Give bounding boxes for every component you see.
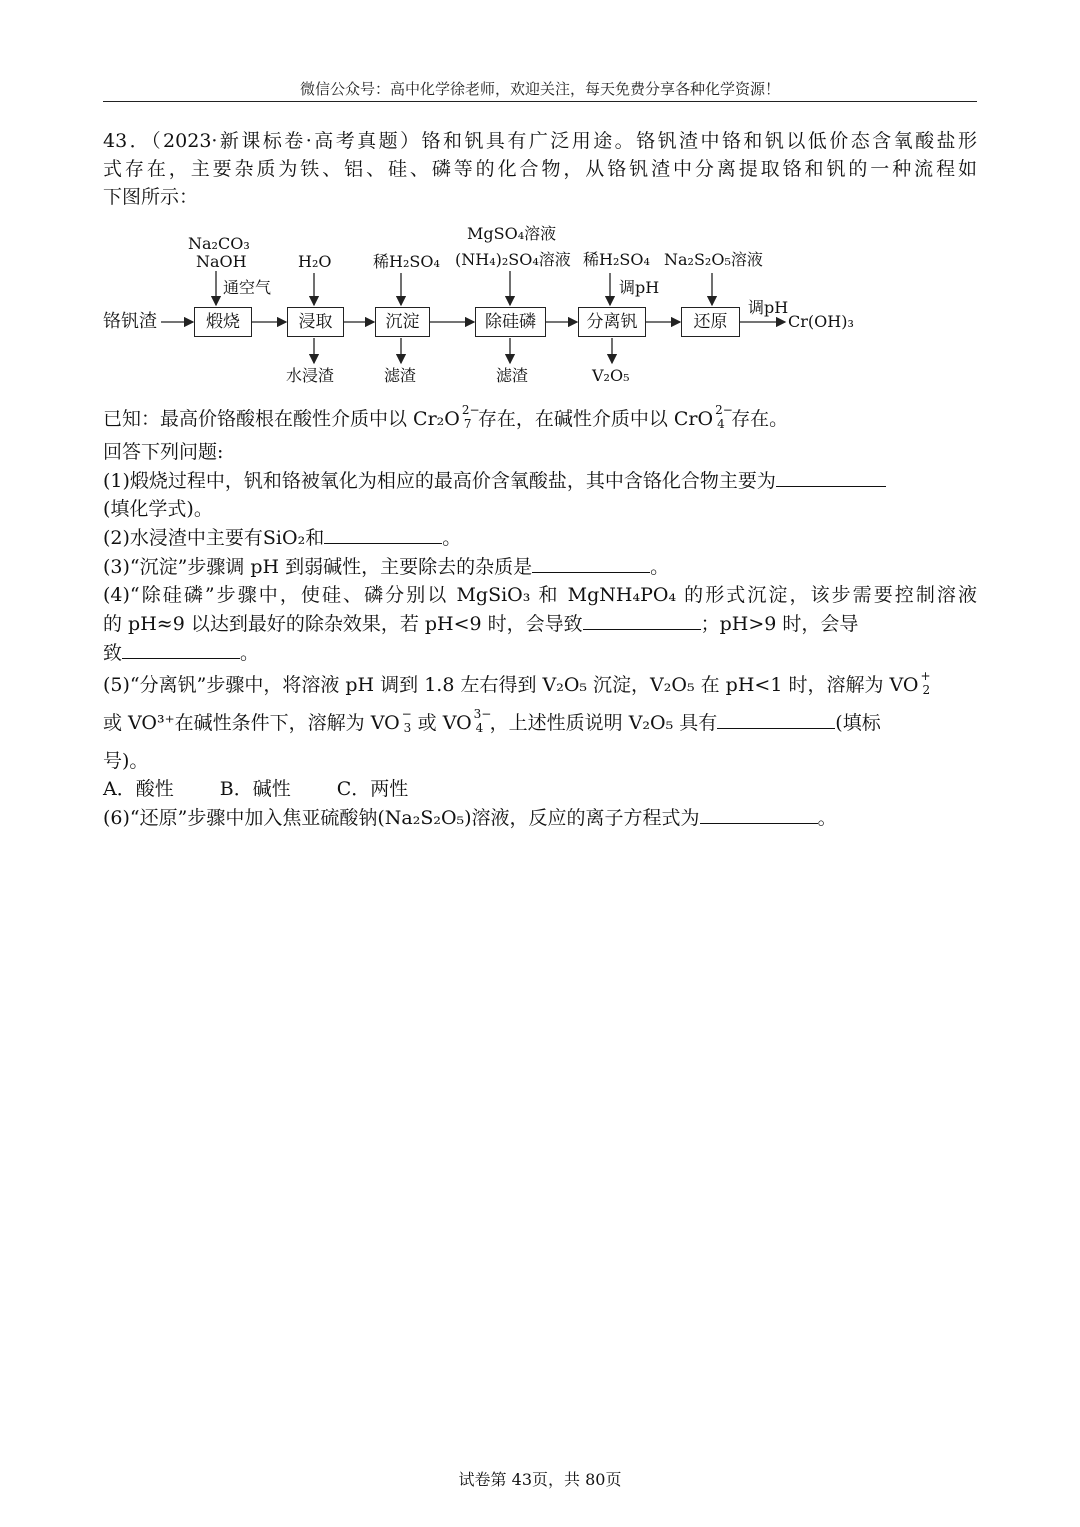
chromate-sub: 4 xyxy=(717,417,725,431)
output-v2o5: V₂O₅ xyxy=(592,366,630,385)
question-stem-line-1: 43．（2023·新课标卷·高考真题）铬和钒具有广泛用途。铬钒渣中铬和钒以低价态含氧酸盐形 xyxy=(103,130,977,152)
vo4-charge xyxy=(472,707,492,738)
q5-options xyxy=(103,775,977,803)
reagent-mgso4: MgSO₄溶液 xyxy=(467,224,557,243)
step-precipitate: 沉淀 xyxy=(375,307,430,337)
q2-answer-blank[interactable] xyxy=(324,523,442,544)
q5-line-2 xyxy=(103,703,977,743)
reagent-ammonium-sulfate: (NH₄)₂SO₄溶液 xyxy=(455,250,571,269)
answer-prompt: 回答下列问题: xyxy=(103,441,224,463)
q6-answer-blank[interactable] xyxy=(700,803,818,824)
known-info xyxy=(103,405,977,434)
q6-text: (6)“还原”步骤中加入焦亚硫酸钠(Na₂S₂O₅)溶液，反应的离子方程式为 xyxy=(103,807,700,829)
reagent-naoh: NaOH xyxy=(196,252,247,271)
q4-line-1: (4)“除硅磷”步骤中，使硅、磷分别以 MgSiO₃ 和 MgNH₄PO₄ 的形式沉淀，该步需要控制溶液 xyxy=(103,584,977,606)
reagent-air: 通空气 xyxy=(223,278,272,297)
q4-text-d: 。 xyxy=(240,642,260,664)
dichromate-charge xyxy=(460,403,480,434)
question-content xyxy=(103,127,977,832)
final-adjust-ph-label: 调pH xyxy=(748,298,789,317)
vo2-sup: + xyxy=(920,669,931,683)
option-b[interactable]: B．碱性 xyxy=(219,778,291,800)
q2-line xyxy=(103,523,977,552)
q6-tail: 。 xyxy=(817,807,837,829)
q2-text: (2)水浸渣中主要有SiO₂和 xyxy=(103,527,325,549)
q1-answer-blank[interactable] xyxy=(776,466,886,487)
vo2-sub: 2 xyxy=(922,683,931,697)
step-separate-v: 分离钒 xyxy=(578,307,646,337)
q4-text-c: 致 xyxy=(103,642,123,664)
option-a[interactable]: A．酸性 xyxy=(103,778,174,800)
process-flowchart xyxy=(103,221,977,391)
question-stem-line-3: 下图所示： xyxy=(103,186,199,208)
page-header: 微信公众号：高中化学徐老师，欢迎关注，每天免费分享各种化学资源！ xyxy=(299,80,780,98)
q5-text-d: ，上述性质说明 V₂O₅ 具有 xyxy=(489,712,718,734)
q4-text-b: ；pH>9 时，会导 xyxy=(700,613,859,635)
q5-line-1 xyxy=(103,667,977,703)
flow-start-material: 铬钒渣 xyxy=(103,311,157,332)
q3-line xyxy=(103,552,977,581)
q2-tail: 。 xyxy=(442,527,462,549)
reagent-water: H₂O xyxy=(298,252,332,271)
known-text-b: 存在，在碱性介质中以 CrO xyxy=(477,408,714,430)
vo3-minus-charge xyxy=(400,707,418,738)
step-reduce: 还原 xyxy=(681,307,740,337)
header-divider xyxy=(103,101,977,102)
output-filter-residue-1: 滤渣 xyxy=(384,366,417,385)
q5-text-e: (填标 xyxy=(835,712,881,734)
vo3-sub: 3 xyxy=(403,721,412,735)
q4-answer-blank-2[interactable] xyxy=(122,638,240,659)
vo4-sup: 3− xyxy=(473,707,492,721)
q3-tail: 。 xyxy=(650,556,670,578)
q4-answer-blank-1[interactable] xyxy=(583,609,701,630)
q4-text-a: 的 pH≈9 以达到最好的除杂效果，若 pH<9 时，会导致 xyxy=(103,613,583,635)
page-footer: 试卷第 43页，共 80页 xyxy=(458,1470,622,1489)
dichromate-sup: 2− xyxy=(461,403,480,417)
known-text-c: 存在。 xyxy=(731,408,789,430)
reagent-dilute-h2so4: 稀H₂SO₄ xyxy=(373,252,440,271)
q3-answer-blank[interactable] xyxy=(532,552,650,573)
chromate-charge xyxy=(713,403,733,434)
q5-text-b: 或 VO³⁺在碱性条件下，溶解为 VO xyxy=(103,712,400,734)
q3-text: (3)“沉淀”步骤调 pH 到弱碱性，主要除去的杂质是 xyxy=(103,556,533,578)
step-calcine: 煅烧 xyxy=(194,307,252,337)
step-leach: 浸取 xyxy=(287,307,344,337)
q4-line-2 xyxy=(103,609,977,638)
q1-line xyxy=(103,466,977,495)
reagent-na2s2o5: Na₂S₂O₅溶液 xyxy=(664,250,763,269)
option-c[interactable]: C．两性 xyxy=(336,778,409,800)
vo4-sub: 4 xyxy=(475,721,484,735)
step-remove-si-p: 除硅磷 xyxy=(475,307,546,337)
q5-line-3: 号)。 xyxy=(103,750,149,772)
known-text-a: 已知：最高价铬酸根在酸性介质中以 Cr₂O xyxy=(103,408,460,430)
reagent-na2co3: Na₂CO₃ xyxy=(188,234,250,253)
adjust-ph-label: 调pH xyxy=(619,278,660,297)
vo3-sup: − xyxy=(401,707,412,721)
q5-text-c: 或 VO xyxy=(417,712,472,734)
q1-tail: (填化学式)。 xyxy=(103,498,213,520)
q5-answer-blank[interactable] xyxy=(717,708,835,729)
reagent-dilute-h2so4-2: 稀H₂SO₄ xyxy=(583,250,650,269)
chromate-sup: 2− xyxy=(715,403,733,417)
final-product: Cr(OH)₃ xyxy=(788,312,854,331)
q6-line xyxy=(103,803,977,832)
q4-line-3 xyxy=(103,638,977,667)
output-filter-residue-2: 滤渣 xyxy=(496,366,529,385)
question-stem-line-2: 式存在，主要杂质为铁、铝、硅、磷等的化合物，从铬钒渣中分离提取铬和钒的一种流程如 xyxy=(103,158,977,180)
q5-text-a: (5)“分离钒”步骤中，将溶液 pH 调到 1.8 左右得到 V₂O₅ 沉淀，V₂O₅ 在 pH<1 时，溶解为 VO xyxy=(103,674,919,696)
output-leach-residue: 水浸渣 xyxy=(286,366,335,385)
dichromate-sub: 7 xyxy=(463,417,472,431)
vo2-plus-charge xyxy=(918,669,936,700)
q1-text: (1)煅烧过程中，钒和铬被氧化为相应的最高价含氧酸盐，其中含铬化合物主要为 xyxy=(103,470,776,492)
